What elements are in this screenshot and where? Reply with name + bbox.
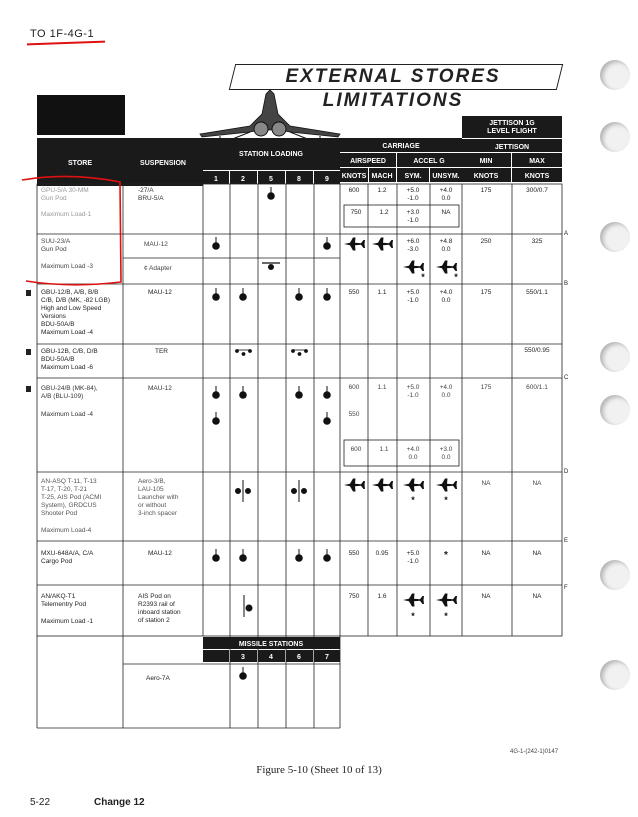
missile-station-6: 6	[297, 654, 301, 661]
store-pod-icon	[323, 412, 331, 425]
r2-sym: -3.0	[407, 246, 419, 253]
r8-min: NA	[481, 593, 491, 600]
store-pod-icon	[212, 549, 220, 562]
r5-knots: 600	[348, 384, 360, 391]
r5-sym: -1.0	[407, 392, 419, 399]
jet-symbol-icon	[344, 238, 365, 251]
r3-store-line: C/B, D/B (MK, -82 LGB)	[41, 297, 110, 304]
r1-store-line: Gun Pod	[41, 195, 67, 202]
r1-unsym: +4.0	[439, 187, 453, 194]
store-pod-icon	[267, 187, 275, 200]
r7-sym: -1.0	[407, 558, 419, 565]
r3-sym: -1.0	[407, 297, 419, 304]
missile-stations-title: MISSILE STATIONS	[238, 641, 304, 648]
r8-store-line: Maximum Load -1	[41, 618, 94, 625]
r6-store-line: Maximum Load-4	[41, 527, 92, 534]
jet-symbol-icon	[436, 594, 457, 607]
jet-symbol-icon	[403, 479, 424, 492]
r5-sub2-unsym: +3.0	[439, 446, 453, 453]
r6-suspension: 3-inch spacer	[138, 510, 178, 517]
r3-min: 175	[480, 289, 492, 296]
section-letter-b: B	[564, 281, 569, 287]
r1-suspension: BRU-5/A	[138, 195, 164, 202]
r5-sub2-sym: +4.0	[406, 446, 420, 453]
r7-store-line: Cargo Pod	[41, 558, 73, 565]
store-pod-icon	[295, 549, 303, 562]
r6-store-line: AN-ASQ T-11, T-13	[41, 478, 97, 485]
store-pod-icon	[212, 412, 220, 425]
header-mach: MACH	[371, 173, 393, 180]
r1-sub-mach: 1.2	[379, 209, 389, 216]
r6-store-line: System), GRDCUS	[41, 502, 97, 509]
r8-max: NA	[532, 593, 542, 600]
store-pod-icon	[212, 288, 220, 301]
jet-symbol-icon	[344, 479, 365, 492]
asterisk: *	[411, 495, 415, 505]
r8-suspension: AIS Pod on	[138, 593, 171, 600]
rail-launcher-icon	[236, 480, 307, 502]
r6-store-line: T-25, AIS Pod (ACMI	[41, 494, 102, 501]
inboard-rail-pod-icon	[244, 595, 252, 617]
category-label: GUN PODS, GUIDED BOMBS, AIS,CARGO PODS	[44, 101, 114, 126]
jet-symbol-icon	[372, 479, 393, 492]
missile-suspension: Aero-7A	[146, 675, 170, 682]
store-pod-icon	[239, 549, 247, 562]
section-letter-c: C	[564, 375, 569, 381]
change-number: Change 12	[94, 797, 145, 808]
r3-mach: 1.1	[377, 289, 387, 296]
r8-knots: 750	[348, 593, 360, 600]
r1-sub-unsym: NA	[441, 209, 451, 216]
header-min-knots: KNOTS	[473, 173, 499, 180]
r1-sym: +5.0	[406, 187, 420, 194]
asterisk: *	[444, 611, 448, 621]
ter-rack-icon	[236, 350, 308, 356]
store-pod-icon	[212, 237, 220, 250]
r2-store-line: SUU-23/A	[41, 238, 71, 245]
r5-sub2-knots: 600	[350, 446, 362, 453]
r3-suspension: MAU-12	[148, 289, 172, 296]
r2-unsym: +4.8	[439, 238, 453, 245]
r7-store-line: MXU-648A/A, C/A	[41, 550, 94, 557]
store-pod-icon	[323, 386, 331, 399]
r5-unsym: +4.0	[439, 384, 453, 391]
store-pod-icon	[323, 237, 331, 250]
r4-store-line: GBU-12B, C/B, D/B	[41, 348, 98, 355]
header-sym: SYM.	[404, 173, 422, 180]
r6-store-line: T-17, T-20, T-21	[41, 486, 88, 493]
store-pod-icon	[295, 386, 303, 399]
r1-suspension: -27/A	[138, 187, 154, 194]
r5-store-line: GBU-24/B (MK-84),	[41, 385, 98, 392]
header-jettison-level: JETTISON 1G LEVEL FLIGHT	[487, 120, 537, 135]
r6-store-line: Shooter Pod	[41, 510, 78, 517]
r3-max: 550/1.1	[526, 289, 548, 296]
r1-store-line: GPU-5/A 30-MM	[41, 187, 89, 194]
jet-symbol-icon	[372, 238, 393, 251]
r3-store-line: BDU-50A/B	[41, 321, 75, 328]
r6-min: NA	[481, 480, 491, 487]
r3-unsym: 0.0	[441, 297, 451, 304]
r4-max: 550/0.95	[524, 347, 550, 354]
header-jettison: JETTISON	[494, 144, 530, 151]
store-pod-icon	[323, 549, 331, 562]
r2-sym: +6.0	[406, 238, 420, 245]
store-pod-icon	[323, 288, 331, 301]
r5-suspension: MAU-12	[148, 385, 172, 392]
store-pod-icon	[295, 288, 303, 301]
asterisk: *	[454, 272, 458, 282]
page-number: 5-22	[30, 797, 51, 808]
r5-store-line: Maximum Load -4	[41, 411, 94, 418]
r2-unsym: 0.0	[441, 246, 451, 253]
r7-knots: 550	[348, 550, 360, 557]
r6-suspension: or without	[138, 502, 167, 509]
missile-station-4: 4	[269, 654, 273, 661]
r3-store-line: High and Low Speed	[41, 305, 102, 312]
jet-symbol-icon	[436, 479, 457, 492]
r2-adapter: ¢ Adapter	[144, 265, 172, 272]
r1-unsym: 0.0	[441, 195, 451, 202]
r7-unsym: *	[444, 550, 448, 561]
asterisk: *	[411, 611, 415, 621]
header-suspension: SUSPENSION	[140, 160, 186, 167]
r1-sym: -1.0	[407, 195, 419, 202]
header-max-knots: KNOTS	[524, 173, 550, 180]
r5-sub2-mach: 1.1	[379, 446, 389, 453]
header-carriage: CARRIAGE	[382, 143, 420, 150]
header-store: STORE	[68, 160, 92, 167]
section-letter-f: F	[564, 585, 568, 591]
asterisk: *	[421, 272, 425, 282]
r4-store-line: BDU-50A/B	[41, 356, 75, 363]
centerline-pod-icon	[262, 263, 280, 270]
header-station-8: 8	[297, 176, 301, 183]
r1-store-line: Maximum Load-1	[41, 211, 92, 218]
header-max: MAX	[529, 158, 545, 165]
section-letter-a: A	[564, 231, 569, 237]
header-accel: ACCEL G	[413, 158, 445, 165]
r6-suspension: LAU-105	[138, 486, 164, 493]
r7-mach: 0.95	[375, 550, 389, 557]
page-title: EXTERNAL STORES LIMITATIONS	[229, 64, 563, 90]
r1-sub-sym: -1.0	[407, 217, 419, 224]
store-pod-icon	[239, 667, 247, 680]
store-pod-icon	[239, 386, 247, 399]
r5-sym: +5.0	[406, 384, 420, 391]
missile-station-7: 7	[325, 654, 329, 661]
r8-suspension: inboard station	[138, 609, 181, 616]
r3-sym: +5.0	[406, 289, 420, 296]
r3-store-line: Maximum Load -4	[41, 329, 94, 336]
r5-mach: 1.1	[377, 384, 387, 391]
r5-max: 600/1.1	[526, 384, 548, 391]
asterisk: *	[444, 495, 448, 505]
r3-knots: 550	[348, 289, 360, 296]
r4-store-line: Maximum Load -6	[41, 364, 94, 371]
r5-unsym: 0.0	[441, 392, 451, 399]
r1-max: 300/0.7	[526, 187, 548, 194]
header-unsym: UNSYM.	[432, 173, 460, 180]
r5-store-line: A/B (BLU-109)	[41, 393, 84, 400]
r2-suspension: MAU-12	[144, 241, 168, 248]
r1-min: 175	[480, 187, 492, 194]
header-station-5: 5	[269, 176, 273, 183]
header-station-loading: STATION LOADING	[239, 151, 303, 158]
section-letter-e: E	[564, 538, 569, 544]
r3-unsym: +4.0	[439, 289, 453, 296]
r4-suspension: TER	[155, 348, 168, 355]
jet-symbol-icon	[403, 594, 424, 607]
r6-suspension: Aero-3/B,	[138, 478, 166, 485]
header-station-2: 2	[241, 176, 245, 183]
missile-station-3: 3	[241, 654, 245, 661]
r5-sub2-unsym: 0.0	[441, 454, 451, 461]
r2-max: 325	[531, 238, 543, 245]
r2-min: 250	[480, 238, 492, 245]
r8-store-line: Telementry Pod	[41, 601, 87, 608]
r5-min: 175	[480, 384, 492, 391]
document-id: TO 1F-4G-1	[30, 28, 95, 40]
r1-mach: 1.2	[377, 187, 387, 194]
figure-caption: Figure 5-10 (Sheet 10 of 13)	[256, 764, 382, 776]
r1-sub-sym: +3.0	[406, 209, 420, 216]
header-min: MIN	[479, 158, 493, 165]
r7-min: NA	[481, 550, 491, 557]
r1-sub-knots: 750	[350, 209, 362, 216]
store-pod-icon	[212, 386, 220, 399]
r8-mach: 1.6	[377, 593, 387, 600]
header-knots: KNOTS	[341, 173, 367, 180]
r6-suspension: Launcher with	[138, 494, 179, 501]
figure-id: 4G-1-(242-1)0147	[510, 749, 559, 755]
r7-max: NA	[532, 550, 542, 557]
r2-store-line: Maximum Load -3	[41, 263, 94, 270]
r3-store-line: Versions	[41, 313, 66, 320]
r7-suspension: MAU-12	[148, 550, 172, 557]
r2-store-line: Gun Pod	[41, 246, 67, 253]
header-station-1: 1	[214, 176, 218, 183]
r8-store-line: AN/AKQ-T1	[41, 593, 76, 600]
r3-store-line: GBU-12/B, A/B, B/B	[41, 289, 99, 296]
r8-suspension: of station 2	[138, 617, 170, 624]
store-pod-icon	[239, 288, 247, 301]
header-airspeed: AIRSPEED	[350, 158, 386, 165]
r1-knots: 600	[348, 187, 360, 194]
header-station-9: 9	[325, 176, 329, 183]
r7-sym: +5.0	[406, 550, 420, 557]
r6-max: NA	[532, 480, 542, 487]
r5-sub1-knots: 550	[348, 411, 360, 418]
r8-suspension: R2393 rail of	[138, 601, 175, 608]
section-letter-d: D	[564, 469, 569, 475]
r5-sub2-sym: 0.0	[408, 454, 418, 461]
